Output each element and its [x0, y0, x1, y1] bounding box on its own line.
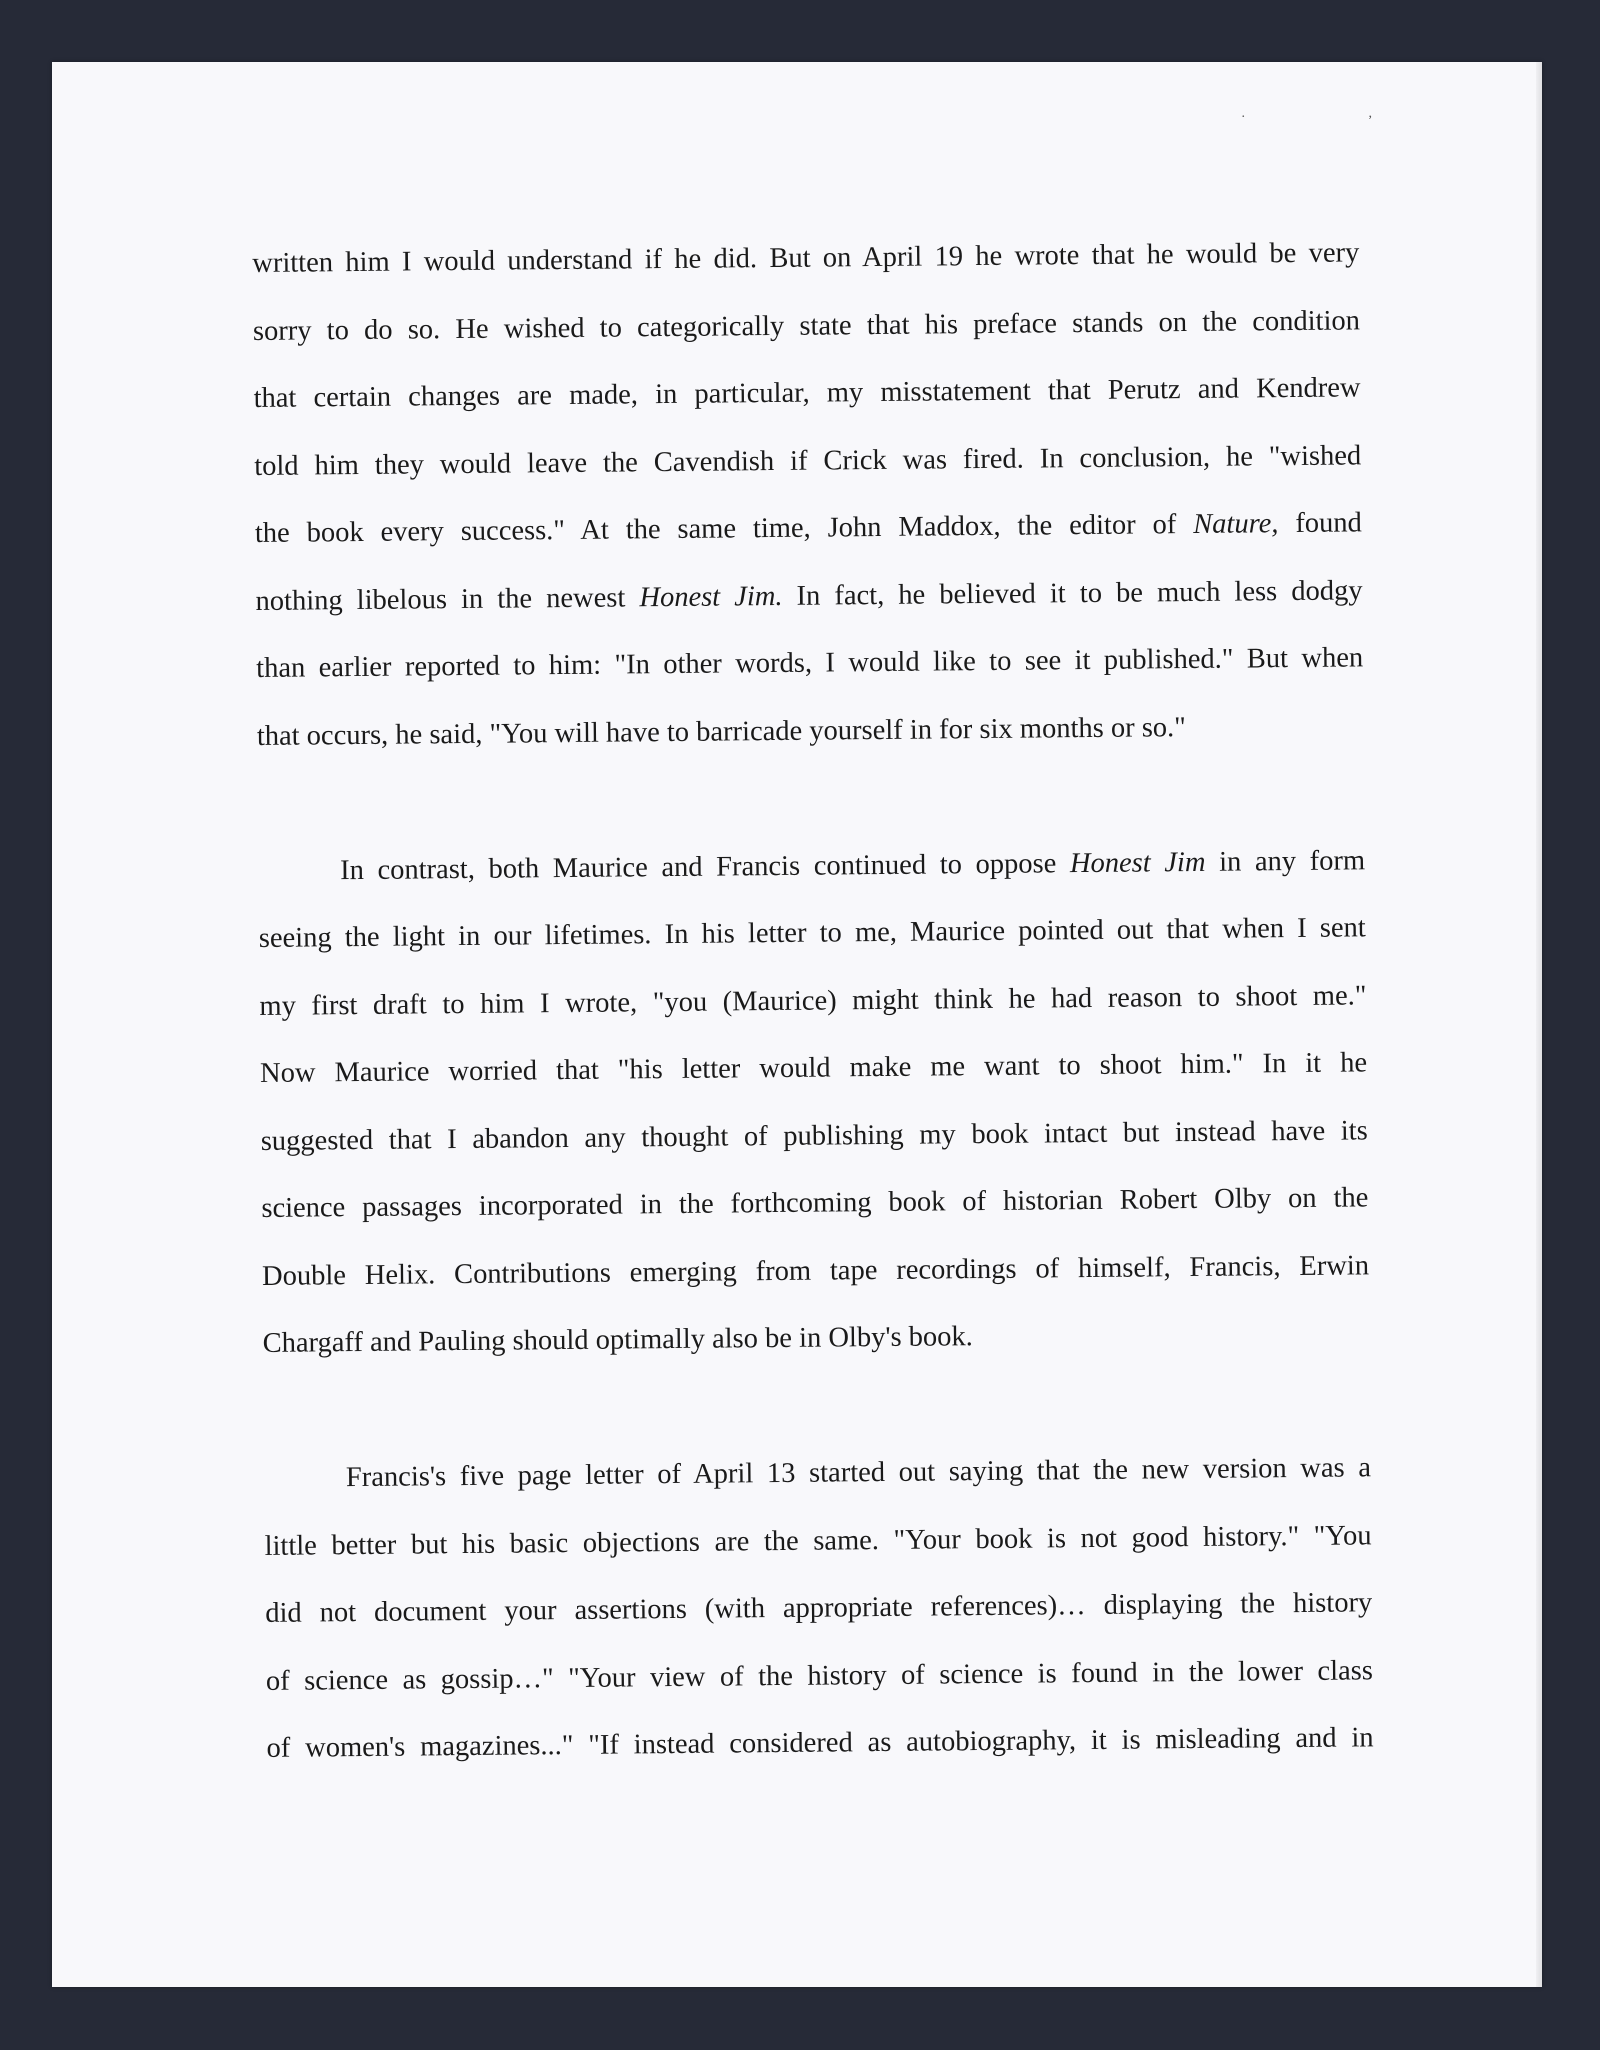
text-line: my first draft to him I wrote, "you (Maurice) might think he had reason to shoot me." — [259, 979, 1367, 1022]
text-line: than earlier reported to him: "In other words, I would like to see it published." But when — [256, 642, 1364, 684]
text-line — [258, 827, 1366, 905]
text-line: seeing the light in our lifetimes. In his letter to me, Maurice pointed out that when I sent — [258, 912, 1366, 954]
page-marks: . , — [1241, 106, 1432, 121]
text-line — [255, 557, 1363, 635]
text-line: sorry to do so. He wished to categorically state that his preface stands on the condition — [252, 304, 1361, 347]
paragraph-2 — [258, 827, 1370, 1378]
text-run: found — [1278, 507, 1363, 540]
text-run: nothing libelous in the newest — [255, 581, 640, 617]
text-line: Double Helix. Contributions emerging from tape recordings of himself, Francis, Erwin — [261, 1249, 1370, 1292]
text-line: that certain changes are made, in particular, my misstatement that Perutz and Kendrew — [253, 372, 1361, 414]
italic-title-nature: Nature, — [1193, 508, 1279, 540]
text-line: that occurs, he said, "You will have to barricade yourself in for six months or so." — [256, 711, 1187, 752]
body-text — [252, 219, 1374, 1782]
text-line: Now Maurice worried that "his letter would make me want to shoot him." In it he — [259, 1047, 1368, 1089]
text-line: told him they would leave the Cavendish if Crick was fired. In conclusion, he "wished — [254, 439, 1362, 482]
paragraph-3 — [264, 1434, 1374, 1782]
text-line: did not document your assertions (with appropriate references)… displaying the history — [265, 1587, 1373, 1629]
text-line: Francis's five page letter of April 13 started out saying that the new version was a — [345, 1452, 1372, 1494]
text-run: In contrast, both Maurice and Francis continued to oppose — [340, 847, 1071, 886]
italic-title-honest-jim: Honest Jim — [1069, 846, 1206, 879]
text-line: written him I would understand if he did. But on April 19 he wrote that he would be very — [252, 237, 1360, 279]
text-line — [255, 489, 1363, 567]
italic-title-honest-jim: Honest Jim. — [639, 580, 783, 613]
text-run: the book every success." At the same time, John Maddox, the editor of — [254, 508, 1194, 549]
text-line: little better but his basic objections are the same. "Your book is not good history." "You — [264, 1519, 1372, 1562]
document-page — [52, 62, 1542, 1987]
page-edge-shadow — [1536, 62, 1542, 1987]
text-line: of women's magazines..." "If instead considered as autobiography, it is misleading and in — [266, 1722, 1374, 1764]
text-run: In fact, he believed it to be much less dodgy — [782, 574, 1363, 612]
text-line: Chargaff and Pauling should optimally also be in Olby's book. — [262, 1321, 974, 1359]
text-run: in any form — [1205, 844, 1366, 878]
paragraph-1 — [252, 219, 1364, 770]
text-line: science passages incorporated in the forthcoming book of historian Robert Olby on the — [261, 1182, 1369, 1224]
text-line: of science as gossip…" "Your view of the history of science is found in the lower class — [265, 1654, 1374, 1697]
text-line: suggested that I abandon any thought of publishing my book intact but instead have its — [260, 1114, 1368, 1157]
